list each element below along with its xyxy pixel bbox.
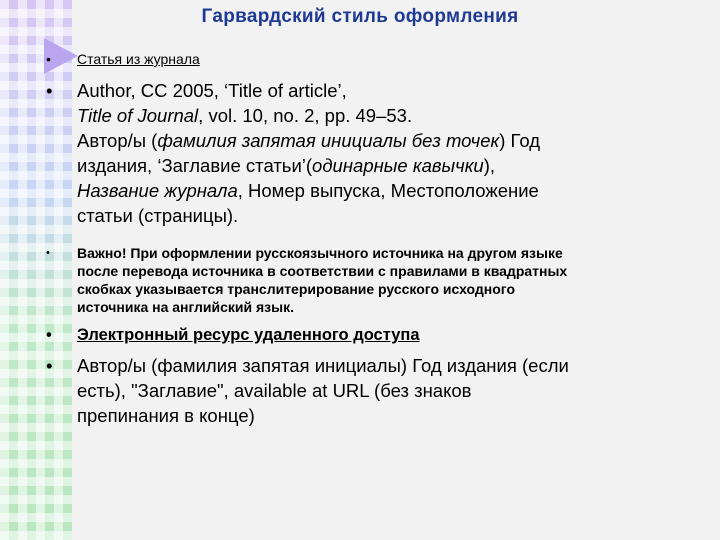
format-line: Автор/ы (фамилия запятая инициалы) Год издания (если xyxy=(77,355,569,376)
citation-note-italic: одинарные кавычки xyxy=(312,155,484,176)
note-line: скобках указывается транслитерирование русского исходного xyxy=(77,281,515,297)
citation-line xyxy=(77,78,712,103)
citation-text: Автор/ы ( xyxy=(77,130,158,151)
citation-text: ), xyxy=(483,155,496,176)
citation-text: издания, ‘Заглавие статьи’( xyxy=(77,155,313,176)
citation-text: , vol. 10, no. 2, pp. 49–53. xyxy=(198,105,413,126)
note-line: источника на английский язык. xyxy=(77,299,294,315)
bullet-icon: • xyxy=(46,326,52,344)
format-line: есть), "Заглавие", available at URL (без знаков xyxy=(77,380,472,401)
note-line: Важно! При оформлении русскоязычного источника на другом языке xyxy=(77,245,563,261)
bullet-item-electronic-format xyxy=(40,353,712,428)
bullet-icon: • xyxy=(46,247,50,259)
citation-text: Author, CC 2005, ‘Title of article’, xyxy=(77,80,347,101)
citation-line xyxy=(77,203,712,228)
bullet-heading: Электронный ресурс удаленного доступа xyxy=(77,326,420,344)
bullet-heading: Статья из журнала xyxy=(77,51,200,67)
journal-title-italic: Title of Journal xyxy=(77,105,199,126)
bullet-icon: • xyxy=(46,80,53,101)
citation-line xyxy=(77,128,712,153)
citation-text: , Номер выпуска, Местоположение xyxy=(237,180,539,201)
bullet-item-important-note xyxy=(40,244,712,316)
bullet-item-journal-article xyxy=(40,50,712,68)
format-line: препинания в конце) xyxy=(77,405,255,426)
citation-text: статьи (страницы). xyxy=(77,205,239,226)
slide-title: Гарвардский стиль оформления xyxy=(201,6,519,27)
bullet-item-citation-format xyxy=(40,78,712,228)
citation-text: ) Год xyxy=(499,130,540,151)
journal-name-italic: Название журнала xyxy=(77,180,238,201)
citation-note-italic: фамилия запятая инициалы без точек xyxy=(157,130,500,151)
bullet-list xyxy=(40,50,712,428)
bullet-icon: • xyxy=(46,51,51,67)
citation-line xyxy=(77,153,712,178)
note-line: после перевода источника в соответствии с правилами в квадратных xyxy=(77,263,568,279)
bullet-item-electronic-resource xyxy=(40,325,712,345)
citation-line xyxy=(77,103,712,128)
citation-line xyxy=(77,178,712,203)
bullet-icon: • xyxy=(46,355,53,376)
